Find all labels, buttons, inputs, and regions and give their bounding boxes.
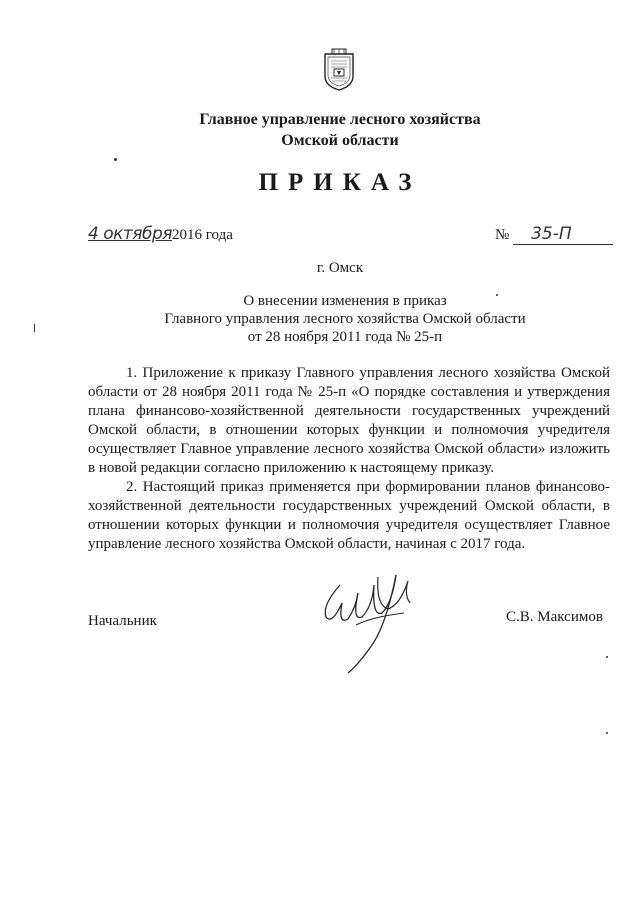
organization-name-line1: Главное управление лесного хозяйства bbox=[199, 111, 481, 128]
handwritten-signature bbox=[312, 555, 422, 680]
scan-speck bbox=[34, 324, 35, 332]
body-paragraph-1: 1. Приложение к приказу Главного управления лесного хозяйства Омской области от 28 ноября 2011 года № 25-п «О порядке составления и утверждения плана финансово-хозяйственной деятельности государственных учреждений Омской области, в отношении которых функции и полномочия учредителя осуществляет Главное управление лесного хозяйства Омской области» изложить в новой редакции согласно приложению к настоящему приказу. bbox=[88, 365, 610, 476]
subject-line2: Главного управления лесного хозяйства Омской области bbox=[164, 311, 526, 327]
date-year: 2016 года bbox=[172, 227, 233, 243]
number-label: № bbox=[495, 227, 510, 243]
scan-speck bbox=[606, 732, 608, 734]
order-date bbox=[88, 224, 233, 244]
scan-speck bbox=[496, 294, 498, 296]
scan-speck bbox=[606, 656, 608, 658]
order-body bbox=[88, 364, 610, 554]
organization-name-line2: Омской области bbox=[281, 132, 399, 149]
subject-line1: О внесении изменения в приказ bbox=[243, 293, 447, 309]
city-name: г. Омск bbox=[316, 260, 364, 276]
signatory-title: Начальник bbox=[88, 613, 157, 629]
document-type-title: ПРИКАЗ bbox=[258, 169, 422, 196]
handwritten-number: 35-П bbox=[513, 224, 613, 245]
order-number bbox=[495, 224, 613, 245]
coat-of-arms-emblem bbox=[322, 48, 356, 92]
handwritten-date: 4 октября bbox=[88, 224, 173, 244]
signatory-name: С.В. Максимов bbox=[506, 609, 603, 625]
body-paragraph-2: 2. Настоящий приказ применяется при формировании планов финансово-хозяйственной деятельности государственных учреждений Омской области, в отношении которых функции и полномочия учредителя осуществляет Главное управление лесного хозяйства Омской области, начиная с 2017 года. bbox=[88, 479, 610, 552]
subject-line3: от 28 ноября 2011 года № 25-п bbox=[247, 329, 443, 345]
scan-speck bbox=[114, 158, 117, 161]
